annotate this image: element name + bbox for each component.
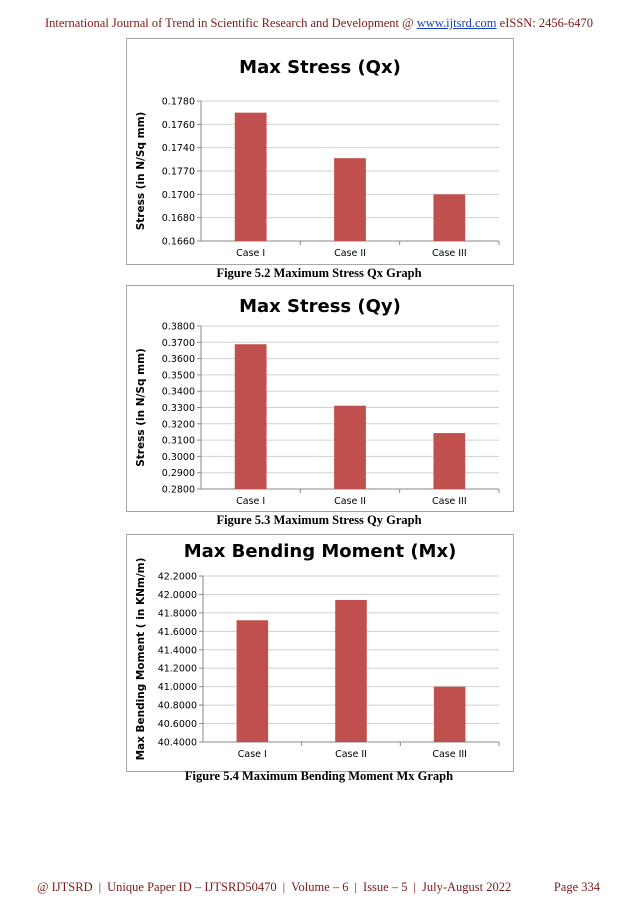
y-tick-label: 0.3000 [161, 451, 195, 463]
y-tick-label: 40.4000 [157, 737, 197, 749]
y-tick-label: 0.3300 [161, 403, 195, 414]
y-tick-label: 0.1660 [161, 236, 195, 248]
y-tick-label: 0.1680 [161, 213, 195, 225]
x-tick-label: Case II [334, 496, 366, 507]
footer-brand: @ IJTSRD [37, 880, 93, 894]
y-tick-label: 41.8000 [157, 608, 197, 620]
y-tick-label: 41.6000 [157, 626, 197, 638]
figure-caption-qx: Figure 5.2 Maximum Stress Qx Graph [216, 266, 422, 280]
y-tick-label: 0.3100 [161, 435, 195, 447]
x-tick-label: Case III [431, 496, 467, 507]
y-tick-label: 0.3800 [161, 321, 195, 333]
bar-case-iii [434, 687, 466, 742]
y-axis-label: Stress (in N/Sq mm) [135, 111, 147, 231]
chart-title: Max Stress (Qy) [239, 296, 401, 317]
journal-url-link[interactable]: www.ijtsrd.com [416, 16, 497, 30]
chart-title: Max Bending Moment (Mx) [183, 541, 457, 562]
chart-title: Max Stress (Qx) [239, 57, 401, 78]
y-tick-label: 0.3200 [161, 419, 195, 431]
y-tick-label: 0.3600 [161, 354, 195, 366]
chart-qx-svg [127, 39, 513, 264]
y-tick-label: 40.6000 [157, 719, 197, 731]
y-axis-label: Stress (in N/Sq mm) [135, 348, 147, 467]
y-tick-label: 0.3400 [161, 386, 195, 398]
y-tick-label: 0.3700 [161, 337, 195, 349]
journal-name: International Journal of Trend in Scientific Research and Development @ [44, 16, 414, 30]
chart-mx-svg [127, 535, 513, 771]
footer-volume: Volume – 6 [291, 880, 349, 894]
y-tick-label: 41.0000 [157, 682, 197, 694]
x-tick-label: Case II [335, 749, 367, 760]
journal-header [0, 16, 638, 31]
x-tick-label: Case I [236, 248, 266, 259]
figure-caption-mx: Figure 5.4 Maximum Bending Moment Mx Graph [184, 769, 454, 783]
y-tick-label: 0.2800 [161, 484, 195, 496]
y-tick-label: 42.2000 [157, 571, 197, 583]
chart-qx [126, 38, 514, 265]
footer-page-number: Page 334 [553, 880, 600, 894]
bar-case-ii [334, 158, 366, 241]
y-tick-label: 42.0000 [157, 589, 197, 601]
x-tick-label: Case I [237, 749, 267, 760]
bar-case-i [235, 344, 267, 489]
y-tick-label: 0.3500 [161, 370, 195, 382]
x-tick-label: Case II [334, 248, 366, 259]
y-tick-label: 0.1700 [161, 189, 195, 201]
y-tick-label: 0.1770 [161, 166, 195, 178]
bar-case-ii [334, 406, 366, 489]
y-tick-label: 41.2000 [157, 663, 197, 675]
y-axis-label: Max Bending Moment ( in KNm/m) [135, 557, 147, 761]
y-tick-label: 0.1760 [161, 119, 195, 131]
bar-case-iii [433, 433, 465, 489]
journal-issn: eISSN: 2456-6470 [499, 16, 594, 30]
y-tick-label: 0.2900 [161, 468, 195, 480]
footer-issue: Issue – 5 [363, 880, 408, 894]
chart-mx [126, 534, 514, 772]
y-tick-label: 0.1780 [161, 96, 195, 108]
bar-case-i [235, 113, 267, 241]
chart-qy-svg [127, 286, 513, 511]
chart-qy [126, 285, 514, 512]
x-tick-label: Case III [432, 749, 468, 760]
y-tick-label: 41.4000 [157, 645, 197, 657]
x-tick-label: Case I [236, 496, 266, 507]
x-tick-label: Case III [431, 248, 467, 259]
bar-case-i [237, 620, 269, 742]
y-tick-label: 0.1740 [161, 143, 195, 155]
footer-left: @ IJTSRD | Unique Paper ID – IJTSRD50470 | Volume – 6 | Issue – 5 | July-August 2022 [37, 880, 512, 894]
footer-period: July-August 2022 [422, 880, 512, 894]
y-tick-label: 40.8000 [157, 700, 197, 712]
bar-case-ii [335, 600, 367, 742]
bar-case-iii [433, 194, 465, 241]
figure-caption-qy: Figure 5.3 Maximum Stress Qy Graph [216, 513, 422, 527]
footer-paper-id: Unique Paper ID – IJTSRD50470 [107, 880, 277, 894]
